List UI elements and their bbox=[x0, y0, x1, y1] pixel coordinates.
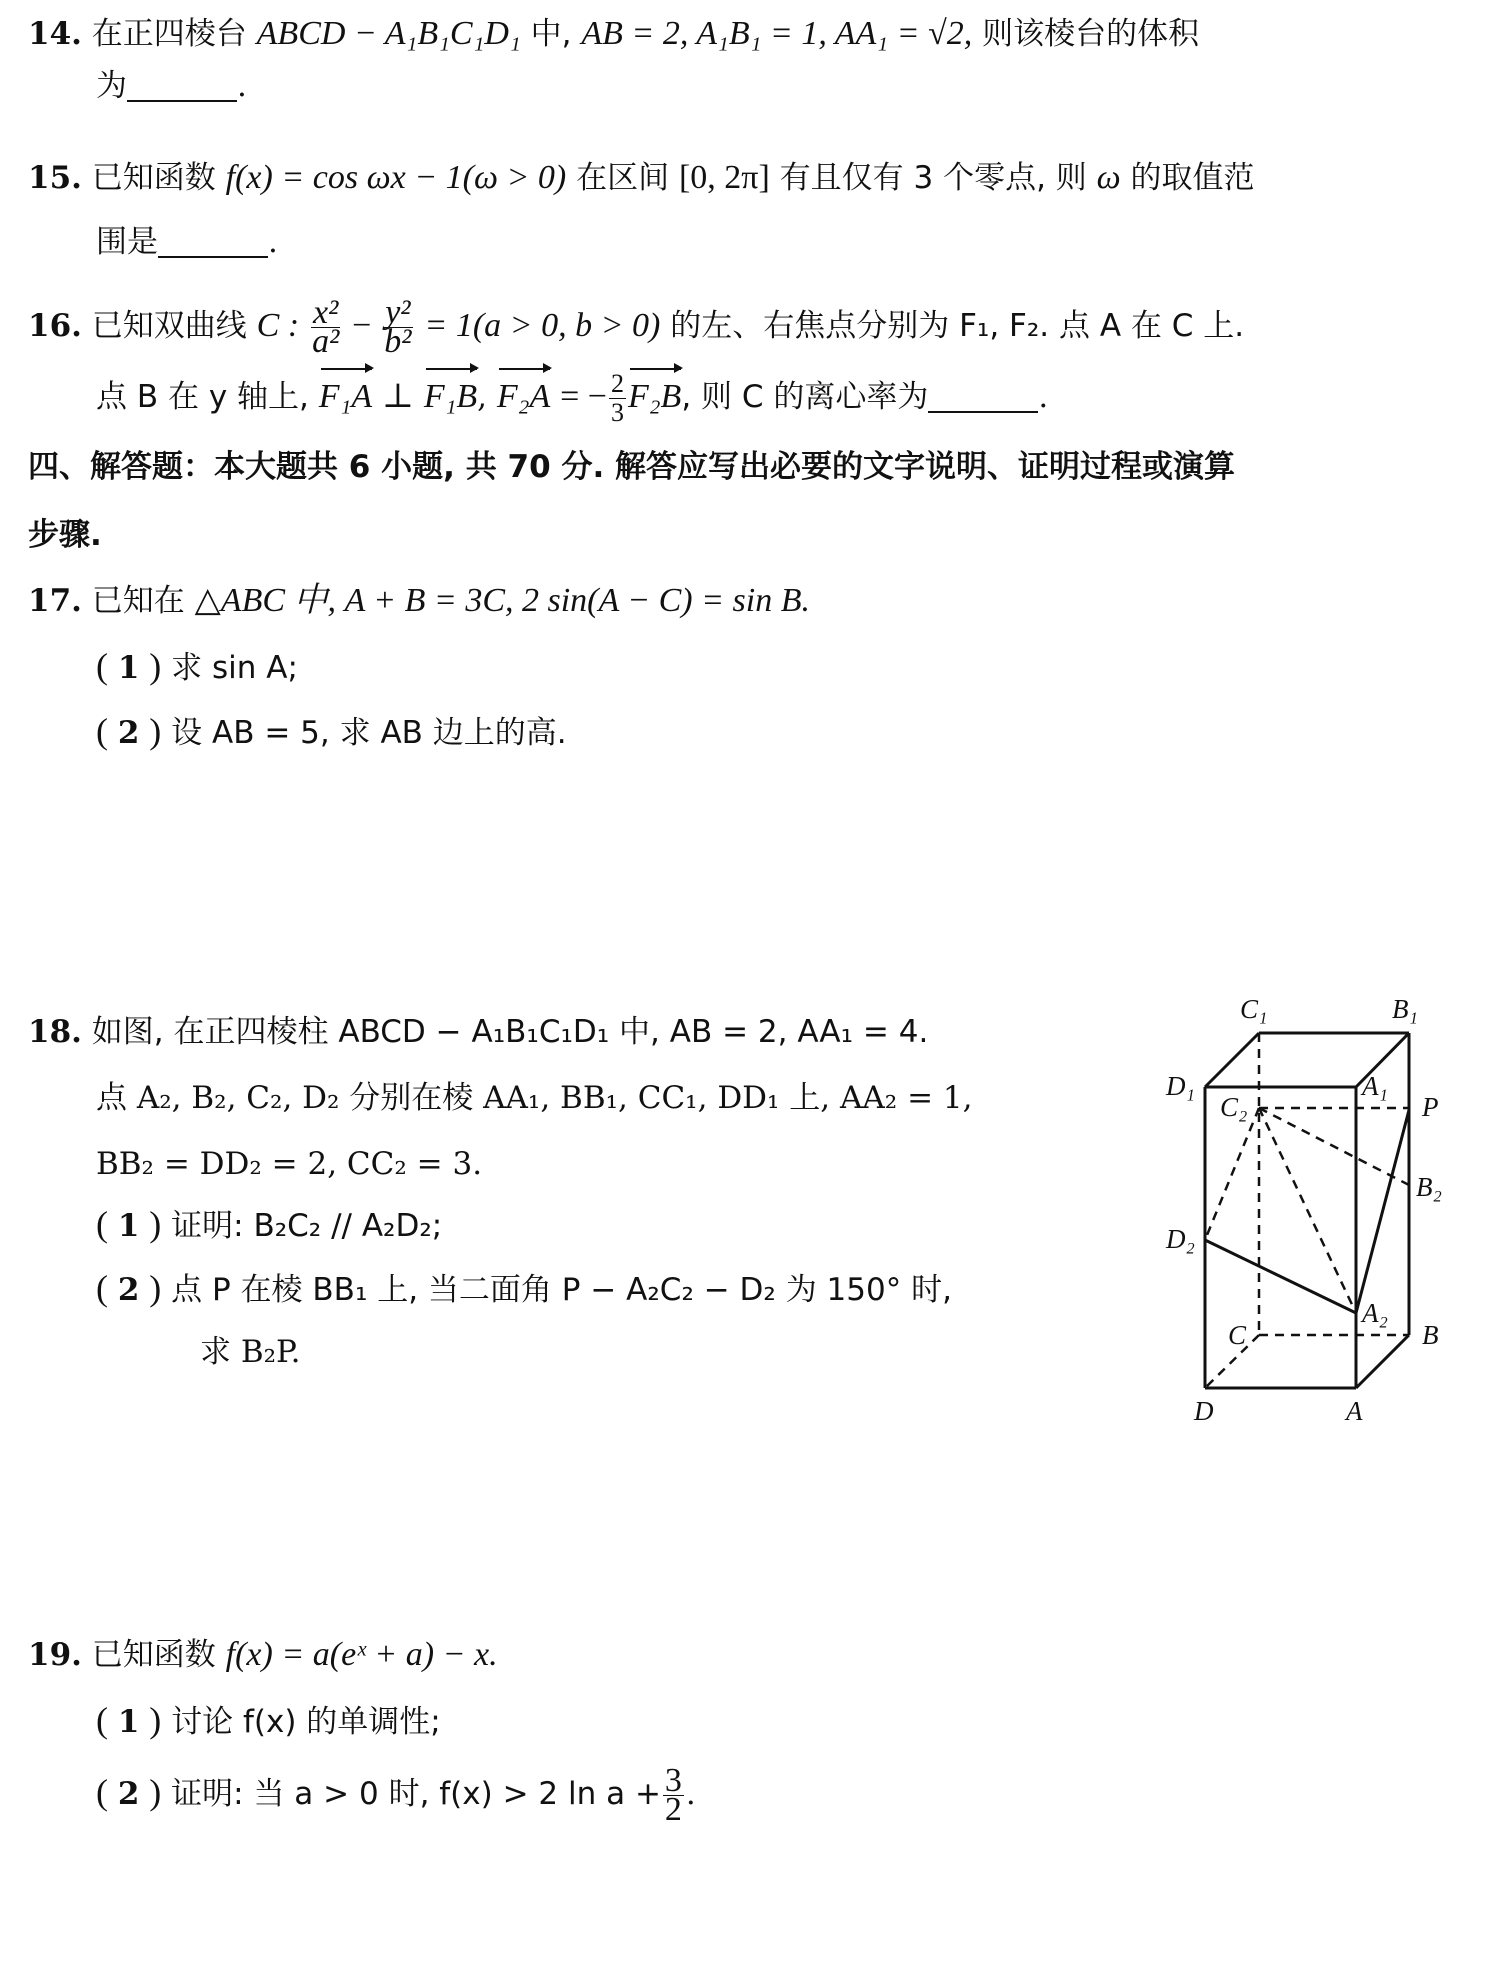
q16-line2: 点 B 在 y 轴上, F₁A ⊥ F₁B, F₂A = − $\frac{2}{3}$ F₂B, 则 C 的离心率为 . bbox=[96, 369, 1049, 427]
label-C1: C₁ bbox=[1240, 994, 1268, 1024]
q17-stem: 17. 已知在 △ABC 中, A + B = 3C, 2 sin(A − C) = sin B. bbox=[28, 582, 810, 619]
q15-func: f(x) = cos ωx − 1(ω > 0) bbox=[225, 159, 567, 196]
q14-solid: ABCD − A₁B₁C₁D₁ bbox=[256, 15, 521, 52]
q15-line2: 围是 . bbox=[96, 224, 278, 260]
section-4-heading-cont: 步骤. bbox=[28, 517, 102, 553]
label-A2: A₂ bbox=[1362, 1298, 1388, 1328]
q18-line1: 18. 如图, 在正四棱柱 ABCD − A₁B₁C₁D₁ 中, AB = 2, AA₁ = 4. bbox=[28, 1014, 929, 1050]
label-D1: D₁ bbox=[1166, 1071, 1195, 1101]
label-D: D bbox=[1194, 1396, 1214, 1426]
vector-F1B: F₁B bbox=[424, 372, 477, 422]
q15-number: 15. bbox=[28, 160, 82, 196]
q18-line2: 点 A₂, B₂, C₂, D₂ 分别在棱 AA₁, BB₁, CC₁, DD₁ 上, AA₂ = 1, bbox=[96, 1080, 973, 1116]
label-C: C bbox=[1228, 1320, 1247, 1350]
q19-frac: $\frac{3}{2}$ bbox=[664, 1762, 682, 1828]
label-B1: B₁ bbox=[1392, 994, 1418, 1024]
q17-part-1: ( 1 ) 求 sin A; bbox=[96, 646, 298, 686]
label-B2: B₂ bbox=[1416, 1172, 1442, 1202]
q19-number: 19. bbox=[28, 1637, 82, 1673]
q18-part-2-cont: 求 B₂P. bbox=[200, 1334, 301, 1370]
q14-line1: 14. 在正四棱台 ABCD − A₁B₁C₁D₁ 中, AB = 2, A₁B₁ = 1, AA₁ = √2, 则该棱台的体积 bbox=[28, 15, 1200, 52]
q19-part-2: ( 2 ) 证明: 当 a > 0 时, f(x) > 2 ln a + $\frac{3}{2}$ . bbox=[96, 1762, 696, 1828]
q15-interval: [0, 2π] bbox=[678, 159, 770, 196]
q18-number: 18. bbox=[28, 1014, 82, 1050]
q16-coef: $\frac{2}{3}$ bbox=[610, 369, 624, 427]
label-P: P bbox=[1422, 1092, 1439, 1122]
section-4-heading: 四、解答题：本大题共 6 小题, 共 70 分. 解答应写出必要的文字说明、证明过程或演算 bbox=[28, 449, 1236, 485]
q16-frac-x: $\frac{\text{x²}}{\text{a²}}$ bbox=[312, 294, 340, 360]
label-D2: D₂ bbox=[1166, 1224, 1195, 1254]
label-A1: A₁ bbox=[1362, 1071, 1388, 1101]
q19-part-1: ( 1 ) 讨论 f(x) 的单调性; bbox=[96, 1700, 441, 1740]
q18-part-2: ( 2 ) 点 P 在棱 BB₁ 上, 当二面角 P − A₂C₂ − D₂ 为 150° 时, bbox=[96, 1268, 952, 1308]
q14-line2: 为 . bbox=[96, 68, 247, 104]
q17-number: 17. bbox=[28, 583, 82, 619]
q14-given: AB = 2, A₁B₁ = 1, AA₁ = √2, bbox=[581, 15, 973, 52]
label-A: A bbox=[1346, 1396, 1363, 1426]
q16-number: 16. bbox=[28, 308, 82, 344]
vector-F2A: F₂A bbox=[497, 372, 550, 422]
q18-part-1: ( 1 ) 证明: B₂C₂ // A₂D₂; bbox=[96, 1204, 443, 1244]
q16-frac-y: $\frac{\text{y²}}{\text{b²}}$ bbox=[384, 294, 412, 360]
q15-line1: 15. 已知函数 f(x) = cos ωx − 1(ω > 0) 在区间 [0, 2π] 有且仅有 3 个零点, 则 ω 的取值范 bbox=[28, 159, 1255, 196]
vector-F1A: F₁A bbox=[319, 372, 372, 422]
q18-line3: BB₂ = DD₂ = 2, CC₂ = 3. bbox=[96, 1146, 483, 1182]
q14-number: 14. bbox=[28, 16, 82, 52]
q16-line1: 16. 已知双曲线 C : $\frac{\text{x²}}{\text{a²}}$ − $\frac{\text{y²}}{\text{b²}}$ = 1(a > 0, b > 0) 的左、右焦点分别为 F₁, F₂. 点 A 在 C 上. bbox=[28, 294, 1245, 360]
q19-stem: 19. 已知函数 f(x) = a(eˣ + a) − x. bbox=[28, 1636, 498, 1673]
label-C2: C₂ bbox=[1220, 1092, 1248, 1122]
q17-part-2: ( 2 ) 设 AB = 5, 求 AB 边上的高. bbox=[96, 711, 567, 751]
vector-F2B: F₂B bbox=[628, 372, 681, 422]
label-B: B bbox=[1422, 1320, 1439, 1350]
